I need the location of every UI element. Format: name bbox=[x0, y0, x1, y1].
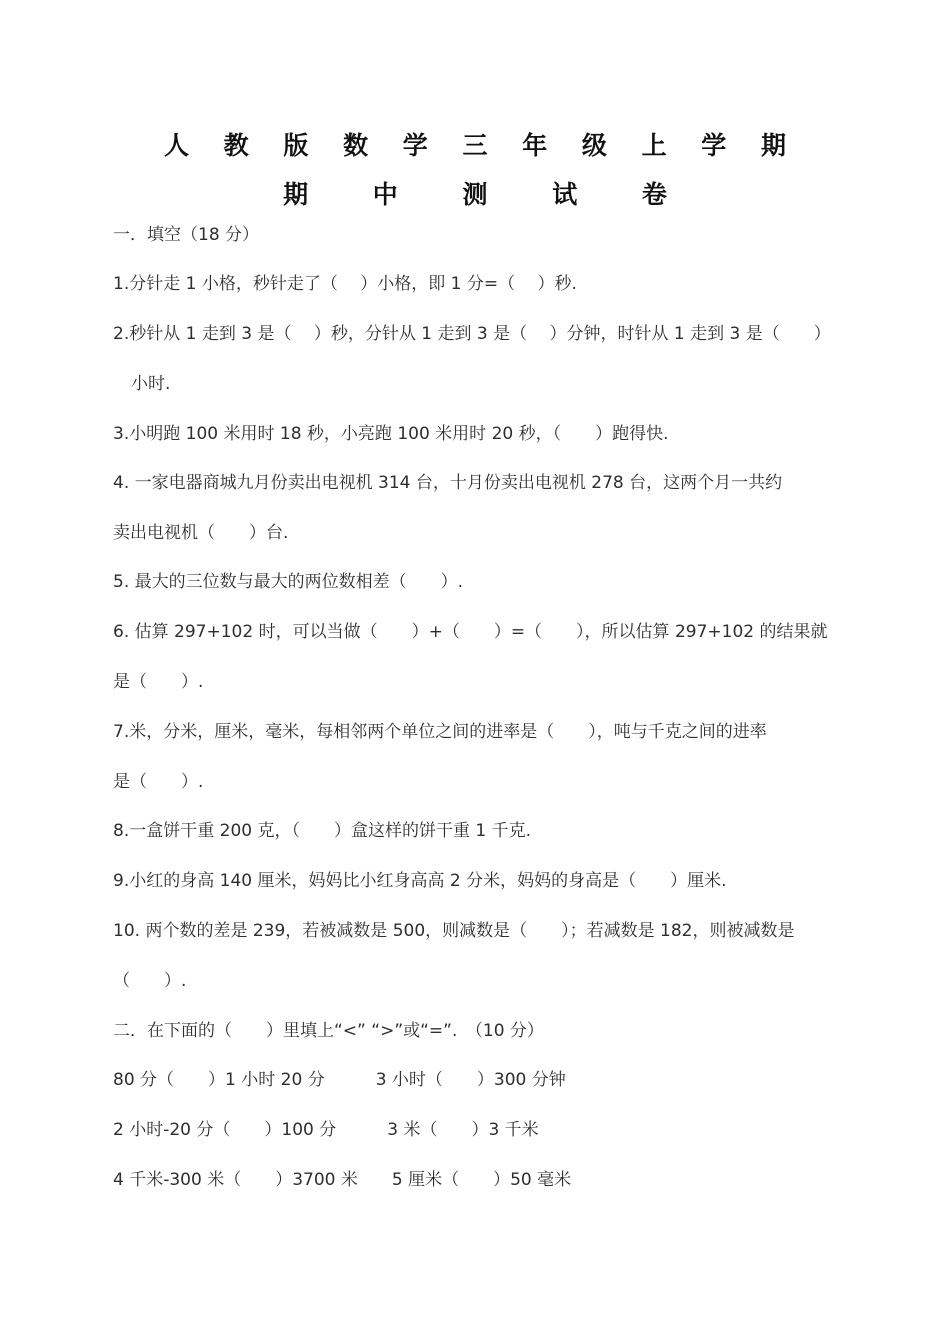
compare-row-1: 80 分（ ）1 小时 20 分 3 小时（ ）300 分钟 bbox=[113, 1070, 566, 1090]
question-3: 3.小明跑 100 米用时 18 秒，小亮跑 100 米用时 20 秒，（ ）跑得快. bbox=[113, 424, 669, 444]
question-8: 8.一盒饼干重 200 克，（ ）盒这样的饼干重 1 千克. bbox=[113, 821, 532, 841]
question-10: 10. 两个数的差是 239，若被减数是 500，则减数是（ ）；若减数是 182，则被减数是 bbox=[113, 921, 795, 941]
section-2-heading: 二．在下面的（ ）里填上“<” “>”或“=”. （10 分） bbox=[113, 1021, 544, 1041]
question-4-continued: 卖出电视机（ ）台. bbox=[113, 523, 289, 543]
question-4: 4. 一家电器商城九月份卖出电视机 314 台，十月份卖出电视机 278 台，这两个月一共约 bbox=[113, 473, 783, 493]
exam-subtitle: 期 中 测 试 卷 bbox=[283, 180, 695, 209]
section-1-heading: 一．填空（18 分） bbox=[113, 225, 260, 245]
question-2: 2.秒针从 1 走到 3 是（ ）秒，分针从 1 走到 3 是（ ）分钟，时针从 1 走到 3 是（ ） bbox=[113, 324, 831, 344]
question-1: 1.分针走 1 小格，秒针走了（ ）小格，即 1 分=（ ）秒. bbox=[113, 274, 577, 294]
question-7: 7.米，分米，厘米，毫米，每相邻两个单位之间的进率是（ ），吨与千克之间的进率 bbox=[113, 722, 767, 742]
exam-title: 人 教 版 数 学 三 年 级 上 学 期 bbox=[163, 131, 800, 160]
compare-row-3: 4 千米-300 米（ ）3700 米 5 厘米（ ）50 毫米 bbox=[113, 1170, 572, 1190]
question-10-continued: （ ）. bbox=[113, 971, 187, 991]
question-6: 6. 估算 297+102 时，可以当做（ ）+（ ）=（ ），所以估算 297+102 的结果就 bbox=[113, 622, 828, 642]
question-9: 9.小红的身高 140 厘米，妈妈比小红身高高 2 分米，妈妈的身高是（ ）厘米. bbox=[113, 871, 727, 891]
question-5: 5. 最大的三位数与最大的两位数相差（ ）. bbox=[113, 572, 464, 592]
compare-row-2: 2 小时-20 分（ ）100 分 3 米（ ）3 千米 bbox=[113, 1120, 539, 1140]
question-7-continued: 是（ ）. bbox=[113, 772, 204, 792]
question-6-continued: 是（ ）. bbox=[113, 672, 204, 692]
question-2-continued: 小时. bbox=[131, 374, 171, 394]
